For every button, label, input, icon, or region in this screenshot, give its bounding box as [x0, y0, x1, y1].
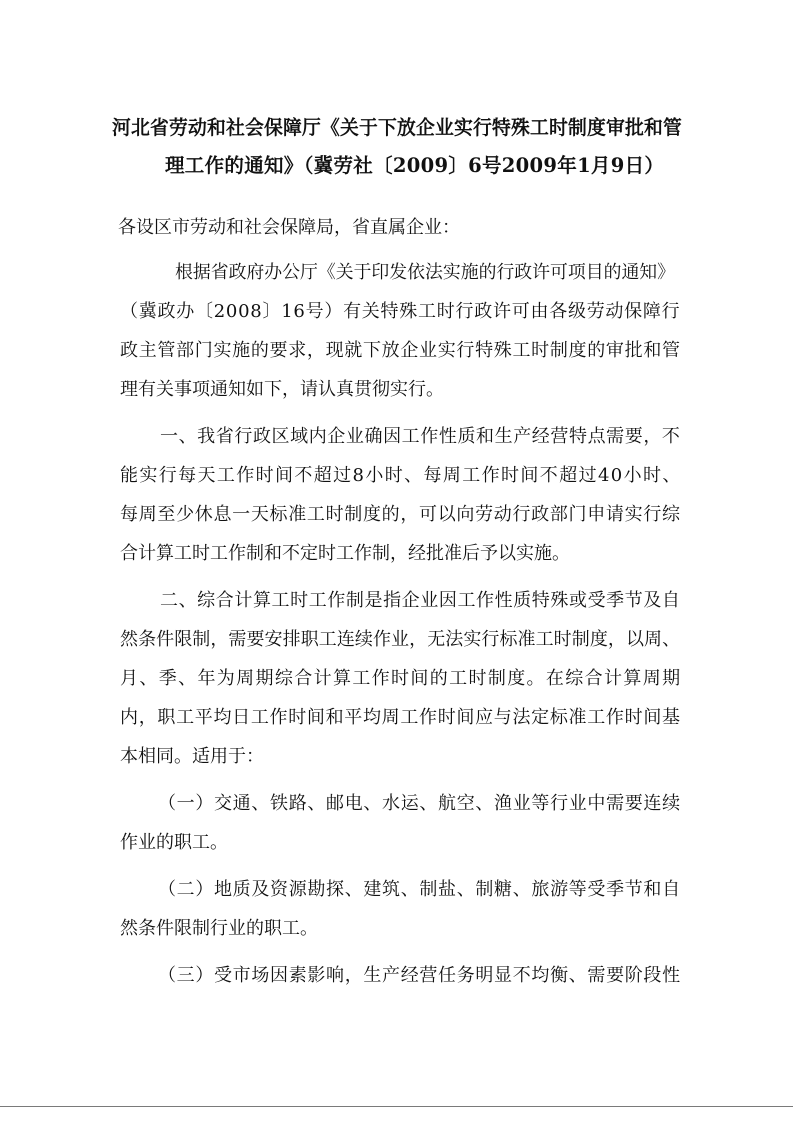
paragraph-3-line-3: 月、季、年为周期综合计算工作时间的工时制度。在综合计算周期	[120, 668, 682, 689]
paragraph-3-line-4: 内，职工平均日工作时间和平均周工作时间应与法定标准工作时间基	[120, 707, 681, 728]
list-item-3-line-1: （三）受市场因素影响，生产经营任务明显不均衡、需要阶段性	[158, 965, 681, 986]
list-item-1-line-2: 作业的职工。	[120, 832, 228, 853]
list-item-2-line-2: 然条件限制行业的职工。	[120, 918, 318, 939]
page-bottom-divider	[0, 1106, 793, 1107]
paragraph-3-line-5: 本相同。适用于：	[120, 746, 264, 767]
paragraph-1-line-3: 政主管部门实施的要求，现就下放企业实行特殊工时制度的审批和管	[120, 340, 681, 361]
paragraph-3-line-2: 然条件限制，需要安排职工连续作业，无法实行标准工时制度，以周、	[120, 629, 681, 650]
paragraph-2-line-2: 能实行每天工作时间不超过8小时、每周工作时间不超过40小时、	[120, 465, 682, 486]
paragraph-1-line-4: 理有关事项通知如下，请认真贯彻实行。	[120, 379, 444, 400]
list-item-1-line-1: （一）交通、铁路、邮电、水运、航空、渔业等行业中需要连续	[158, 793, 681, 814]
document-title-line-1: 河北省劳动和社会保障厅《关于下放企业实行特殊工时制度审批和管	[112, 116, 683, 139]
document-title-line-2: 理工作的通知》（冀劳社〔2009〕6号2009年1月9日）	[165, 154, 665, 177]
paragraph-2-line-3: 每周至少休息一天标准工时制度的，可以向劳动行政部门申请实行综	[120, 504, 681, 525]
list-item-2-line-1: （二）地质及资源勘探、建筑、制盐、制糖、旅游等受季节和自	[158, 879, 681, 900]
paragraph-2-line-4: 合计算工时工作制和不定时工作制，经批准后予以实施。	[120, 543, 570, 564]
paragraph-1-line-2: （冀政办〔2008〕16号）有关特殊工时行政许可由各级劳动保障行	[120, 301, 681, 322]
paragraph-1-line-1: 根据省政府办公厅《关于印发依法实施的行政许可项目的通知》	[175, 262, 676, 283]
salutation: 各设区市劳动和社会保障局，省直属企业：	[118, 217, 460, 238]
paragraph-3-line-1: 二、综合计算工时工作制是指企业因工作性质特殊或受季节及自	[160, 590, 681, 611]
paragraph-2-line-1: 一、我省行政区域内企业确因工作性质和生产经营特点需要，不	[160, 426, 681, 447]
